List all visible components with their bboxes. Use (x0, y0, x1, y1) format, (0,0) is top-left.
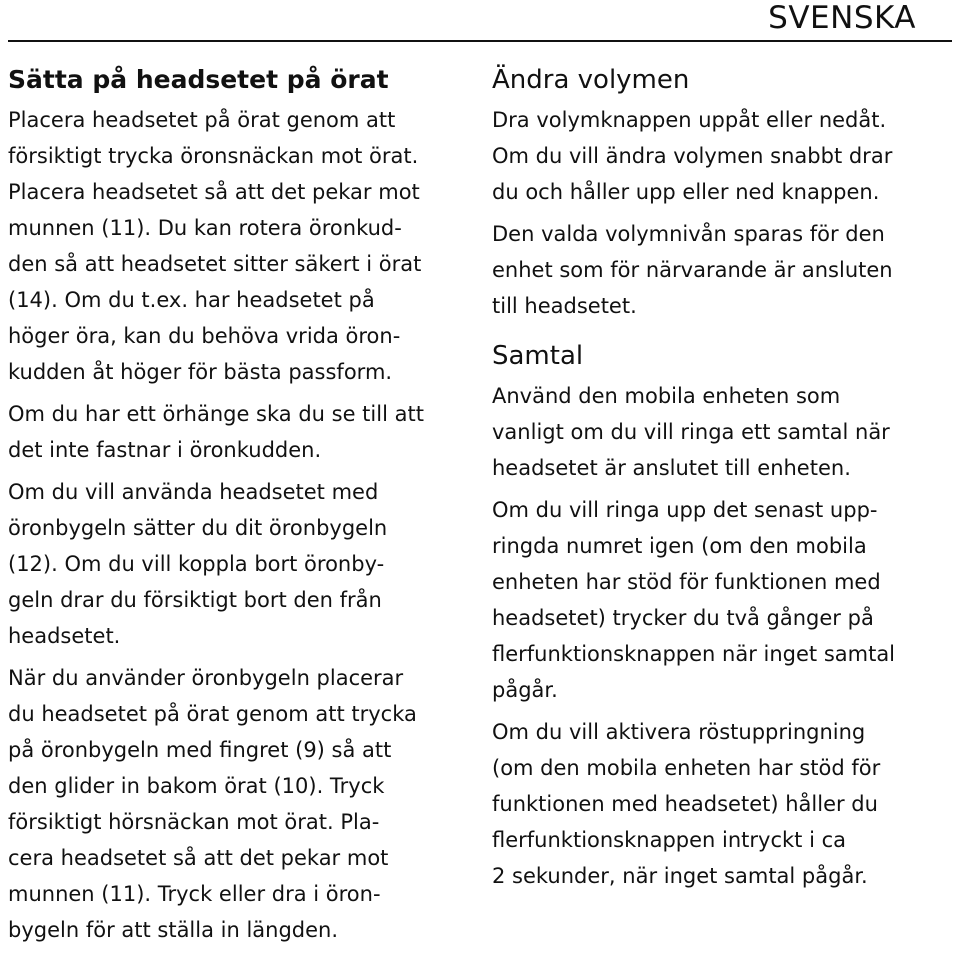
paragraph: Den valda volymnivån sparas för den enhet som för närvarande är ansluten till headsetet. (492, 222, 893, 318)
paragraph: Om du vill ringa upp det senast upp- ringda numret igen (om den mobila enheten har stöd för funktionen med headsetet) trycker du två gånger på flerfunktionsknappen när inget samtal pågår. (492, 498, 896, 702)
right-column (492, 58, 952, 900)
paragraph: Placera headsetet på örat genom att försiktigt trycka öronsnäckan mot örat. Placera headsetet så att det pekar mot munnen (11). Du kan rotera öronkud- den så att headsetet sitter säkert i örat (14). Om du t.ex. har headsetet på höger öra, kan du behöva vrida öron- kudden åt höger för bästa passform. (8, 108, 422, 384)
paragraph: Om du har ett örhänge ska du se till att det inte fastnar i öronkudden. (8, 402, 424, 462)
left-column (8, 58, 472, 954)
header-rule (8, 40, 952, 42)
paragraph: Använd den mobila enheten som vanligt om du vill ringa ett samtal när headsetet är anslutet till enheten. (492, 384, 890, 480)
paragraph: Dra volymknappen uppåt eller nedåt. Om du vill ändra volymen snabbt drar du och håller upp eller ned knappen. (492, 108, 893, 204)
section-heading-ear-placement: Sätta på headsetet på örat (8, 65, 389, 94)
section-heading-calls: Samtal (492, 341, 584, 371)
paragraph: Om du vill använda headsetet med öronbygeln sätter du dit öronbygeln (12). Om du vill koppla bort öronby- geln drar du försiktigt bort den från headsetet. (8, 480, 388, 648)
language-label: SVENSKA (768, 0, 916, 36)
paragraph: När du använder öronbygeln placerar du headsetet på örat genom att trycka på öronbygeln med fingret (9) så att den glider in bakom örat (10). Tryck försiktigt hörsnäckan mot örat. Pla- cera headsetet så att det pekar mot munnen (11). Tryck eller dra i öron- bygeln för att ställa in längden. (8, 666, 417, 942)
section-heading-volume: Ändra volymen (492, 65, 690, 95)
paragraph: Om du vill aktivera röstuppringning (om den mobila enheten har stöd för funktionen med headsetet) håller du flerfunktionsknappen intryckt i ca 2 sekunder, när inget samtal pågår. (492, 720, 881, 888)
